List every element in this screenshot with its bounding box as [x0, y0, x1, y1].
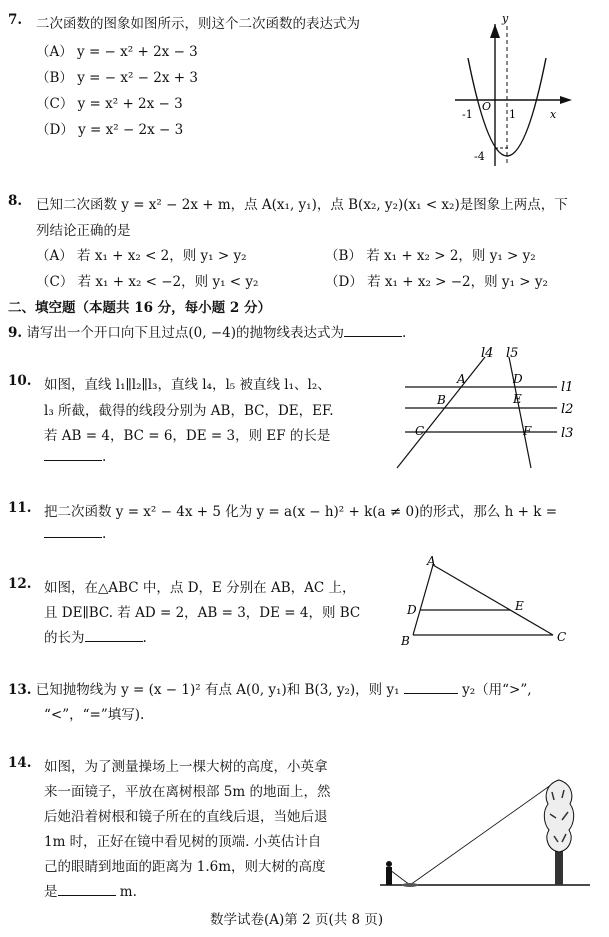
q14-line4: 1m 时，正好在镜中看见树的顶端. 小英估计自 [44, 834, 322, 850]
q7-stem: 二次函数的图象如图所示，则这个二次函数的表达式为 [36, 16, 360, 32]
q12-point-a: A [427, 555, 436, 568]
q12-point-e: E [515, 599, 524, 613]
section-fill-in-title: 二、填空题（本题共 16 分，每小题 2 分） [8, 300, 271, 316]
q10-answer-row [44, 448, 106, 465]
q10-l3-label: l3 [561, 426, 574, 441]
q7-option-a: （A） y = − x² + 2x − 3 [36, 44, 198, 60]
q12-point-d: D [407, 603, 417, 617]
q14-tree-mirror-figure [378, 760, 593, 895]
q10-point-f: F [523, 424, 532, 438]
q10-l5-label: l5 [506, 346, 519, 361]
q7-option-c: （C） y = x² + 2x − 3 [36, 96, 183, 112]
q10-point-a: A [457, 372, 466, 386]
page-footer: 数学试卷(A)第 2 页(共 8 页) [210, 912, 384, 928]
q10-line3: 若 AB = 4，BC = 6，DE = 3，则 EF 的长是 [44, 428, 331, 444]
q11-answer-row [44, 525, 106, 542]
q8-option-a: （A） 若 x₁ + x₂ < 2，则 y₁ > y₂ [36, 248, 247, 264]
q13-number: 13. [8, 682, 32, 698]
q14-line2: 来一面镜子，平放在离树根部 5m 的地面上，然 [44, 784, 331, 800]
q7-number: 7. [8, 12, 23, 28]
girl-icon [386, 867, 392, 885]
q12-line3: 的长为 [44, 630, 85, 646]
q10-l1-label: l1 [561, 380, 574, 395]
q14-unit: m. [115, 884, 137, 900]
q14-number: 14. [8, 755, 32, 771]
q12-line3-row [44, 626, 147, 646]
q7-option-d: （D） y = x² − 2x − 3 [36, 122, 184, 138]
q13-line1 [8, 678, 532, 698]
q12-point-c: C [557, 630, 567, 644]
q10-line1: 如图，直线 l₁∥l₂∥l₃，直线 l₄，l₅ 被直线 l₁、l₂、 [44, 377, 331, 393]
q8-stem-line1: 已知二次函数 y = x² − 2x + m，点 A(x₁, y₁)，点 B(x₂, y₂)(x₁ < x₂)是图象上两点，下 [36, 197, 568, 213]
q14-line3: 后她沿着树根和镜子所在的直线后退，当她后退 [44, 809, 328, 825]
q7-y-label: y [502, 12, 509, 25]
q9 [8, 321, 406, 341]
q12-line2: 且 DE∥BC. 若 AD = 2，AB = 3，DE = 4，则 BC [44, 605, 361, 621]
q10-point-c: C [415, 424, 425, 438]
q12-point-b: B [401, 634, 410, 648]
q8-number: 8. [8, 193, 23, 209]
q10-answer-blank[interactable] [44, 448, 102, 461]
q10-end: . [102, 449, 107, 465]
q12-answer-blank[interactable] [85, 629, 143, 642]
q10-point-d: D [513, 372, 523, 386]
q11-answer-blank[interactable] [44, 525, 102, 538]
q14-line1: 如图，为了测量操场上一棵大树的高度，小英拿 [44, 759, 328, 775]
q12-end: . [142, 630, 147, 646]
q10-parallel-lines-figure [385, 345, 585, 475]
q13-line2: “<”，“=”填写). [44, 707, 145, 723]
q10-l2-label: l2 [561, 402, 574, 417]
q10-number: 10. [8, 373, 32, 389]
q14-line6-row [44, 880, 137, 900]
q9-answer-blank[interactable] [344, 324, 402, 337]
q14-line6: 是 [44, 884, 58, 900]
q12-triangle-figure [395, 555, 575, 655]
q13-answer-blank[interactable] [404, 681, 458, 694]
q9-stem: 请写出一个开口向下且过点(0, −4)的抛物线表达式为 [26, 325, 344, 341]
q7-origin-label: O [482, 100, 492, 113]
q8-option-d: （D） 若 x₁ + x₂ > −2，则 y₁ > y₂ [325, 274, 548, 290]
q9-end: . [402, 325, 407, 341]
q11-number: 11. [8, 500, 32, 516]
q8-option-c: （C） 若 x₁ + x₂ < −2，则 y₁ < y₂ [36, 274, 259, 290]
q10-point-b: B [437, 393, 446, 407]
mirror-icon [402, 883, 418, 887]
q14-answer-blank[interactable] [58, 883, 116, 896]
q10-l4-label: l4 [481, 346, 494, 361]
q14-line5: 己的眼睛到地面的距离为 1.6m，则大树的高度 [44, 859, 326, 875]
q8-stem-line2: 列结论正确的是 [36, 223, 131, 239]
q11-stem: 把二次函数 y = x² − 4x + 5 化为 y = a(x − h)² + k(a ≠ 0)的形式，那么 h + k = [44, 504, 558, 520]
q7-minus4-label: -4 [474, 150, 485, 163]
q7-minus1-label: -1 [462, 108, 473, 121]
q13-stem-b: y₂（用“>”, [462, 682, 532, 698]
q10-line2: l₃ 所截，截得的线段分别为 AB，BC，DE，EF. [44, 403, 334, 419]
q13-stem-a: 已知抛物线为 y = (x − 1)² 有点 A(0, y₁)和 B(3, y₂)，则 y₁ [35, 682, 400, 698]
q12-line1: 如图，在△ABC 中，点 D，E 分别在 AB，AC 上， [44, 580, 356, 596]
q10-point-e: E [513, 392, 522, 406]
q9-number: 9. [8, 325, 23, 341]
q7-option-b: （B） y = − x² − 2x + 3 [36, 70, 198, 86]
q7-plus1-label: 1 [509, 108, 516, 121]
tree-icon [544, 780, 573, 885]
q11-end: . [102, 526, 107, 542]
q7-parabola-figure [450, 8, 580, 173]
q8-option-b: （B） 若 x₁ + x₂ > 2，则 y₁ > y₂ [325, 248, 536, 264]
q7-x-label: x [550, 108, 557, 121]
q12-number: 12. [8, 576, 32, 592]
